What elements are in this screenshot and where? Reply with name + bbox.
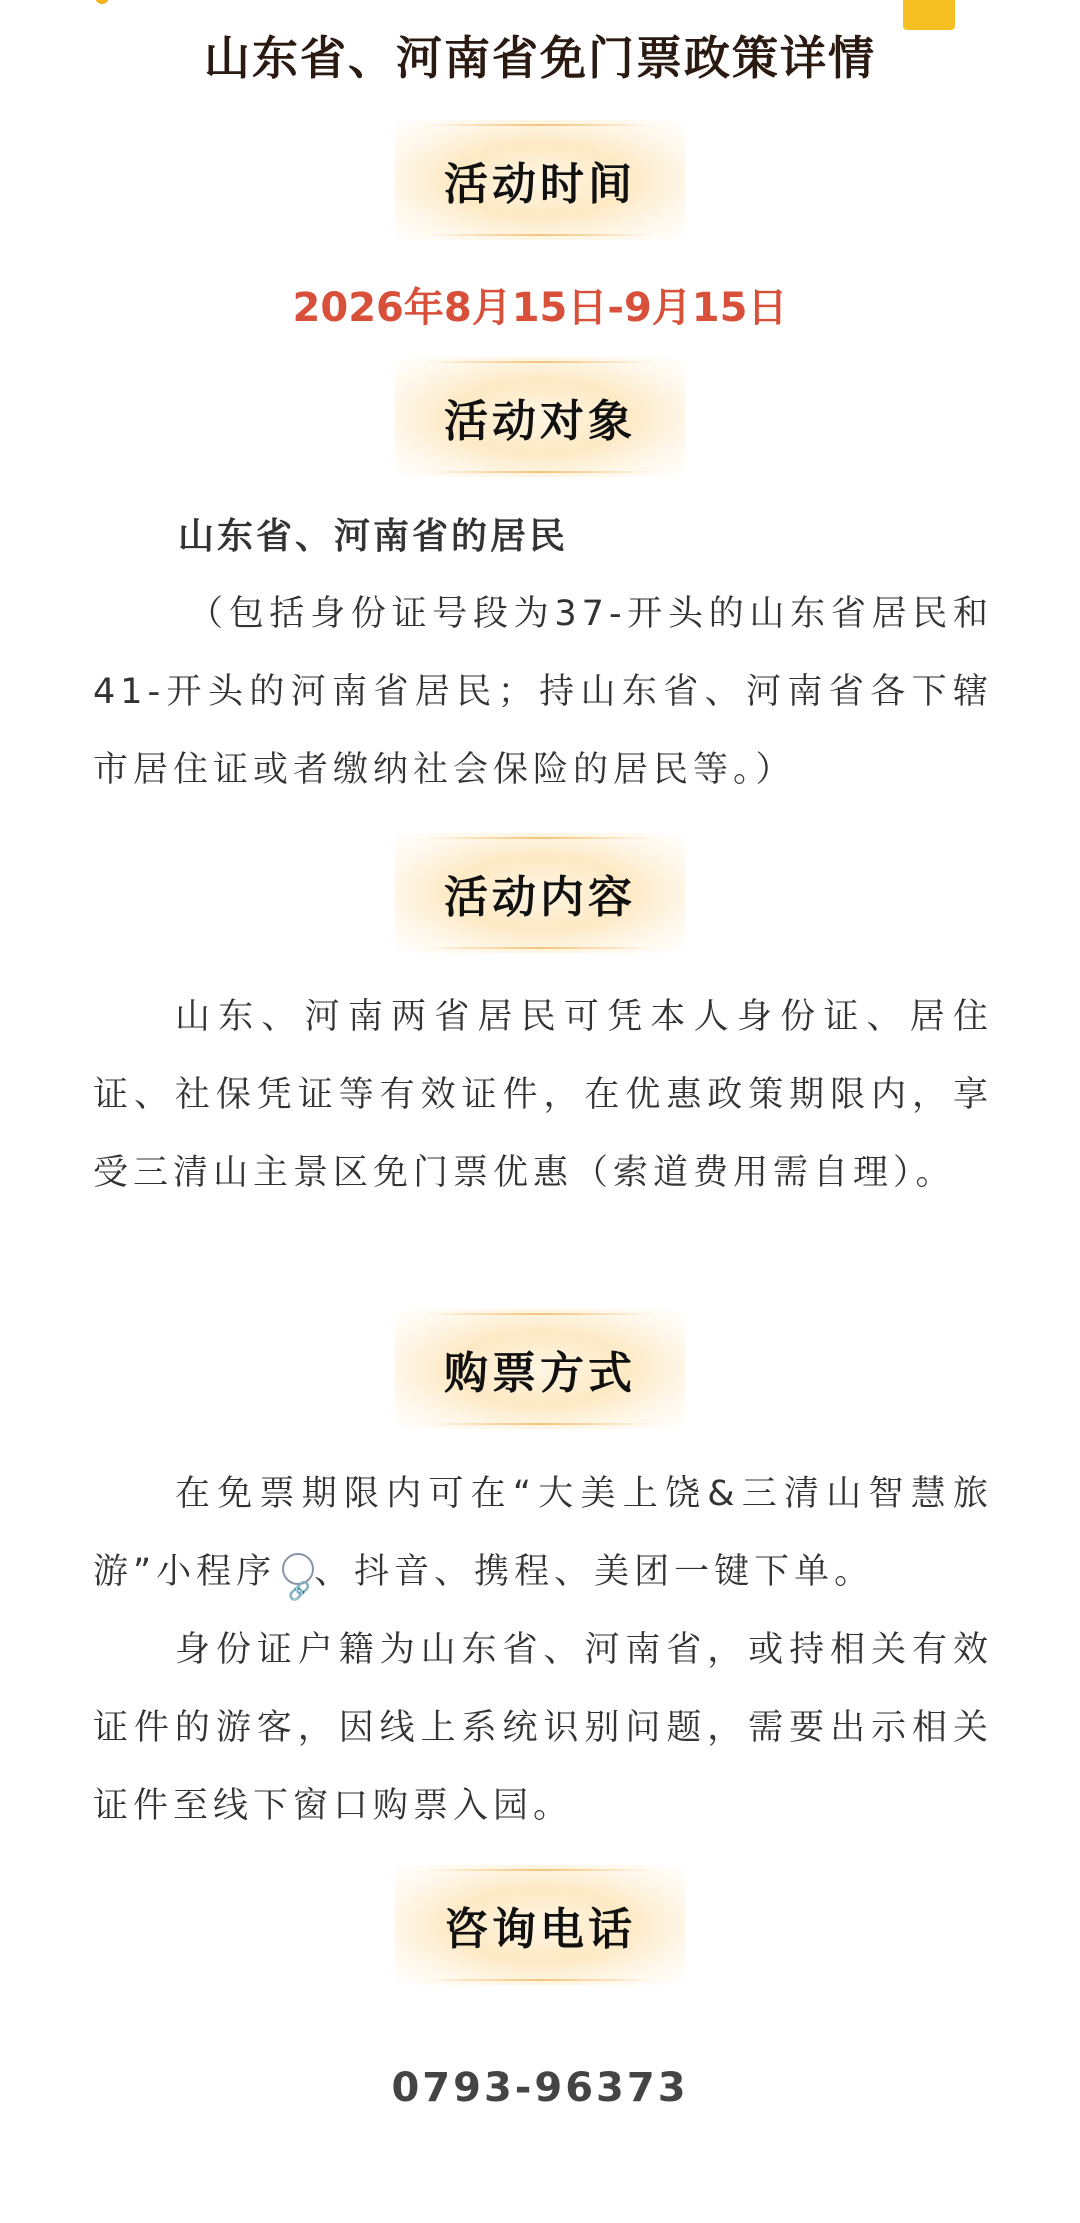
section-heading: 活动对象 [444, 396, 636, 447]
section-header-contact [395, 1865, 685, 1985]
section-heading: 活动时间 [444, 159, 636, 210]
contact-phone[interactable]: 0793-96373 [391, 2065, 689, 2111]
section-heading: 活动内容 [444, 872, 636, 923]
section-heading: 购票方式 [444, 1348, 636, 1399]
section-header-content [395, 833, 685, 953]
section-heading: 咨询电话 [444, 1904, 636, 1955]
activity-date: 2026年8月15日-9月15日 [292, 285, 788, 331]
target-note: （包括身份证号段为37-开头的山东省居民和41-开头的河南省居民；持山东省、河南省各下辖市居住证或者缴纳社会保险的居民等。） [93, 594, 993, 790]
purchase-text-after-link: 、抖音、携程、美团一键下单。 [314, 1552, 875, 1592]
mini-program-link-icon[interactable] [282, 1553, 314, 1585]
corner-decoration-left [95, 0, 109, 4]
purchase-text-before-link: 在免票期限内可在“大美上饶&三清山智慧旅游”小程序 [93, 1474, 993, 1592]
content-text: 山东、河南两省居民可凭本人身份证、居住证、社保凭证等有效证件，在优惠政策期限内，享受三清山主景区免门票优惠（索道费用需自理）。 [93, 997, 993, 1193]
purchase-text-2: 身份证户籍为山东省、河南省，或持相关有效证件的游客，因线上系统识别问题，需要出示相关证件至线下窗口购票入园。 [93, 1630, 993, 1826]
purchase-text-1 [93, 1455, 993, 1611]
target-residents: 山东省、河南省的居民 [178, 516, 569, 557]
section-header-target [395, 357, 685, 477]
section-header-time [395, 120, 685, 240]
section-header-purchase [395, 1309, 685, 1429]
page-title: 山东省、河南省免门票政策详情 [204, 31, 876, 85]
